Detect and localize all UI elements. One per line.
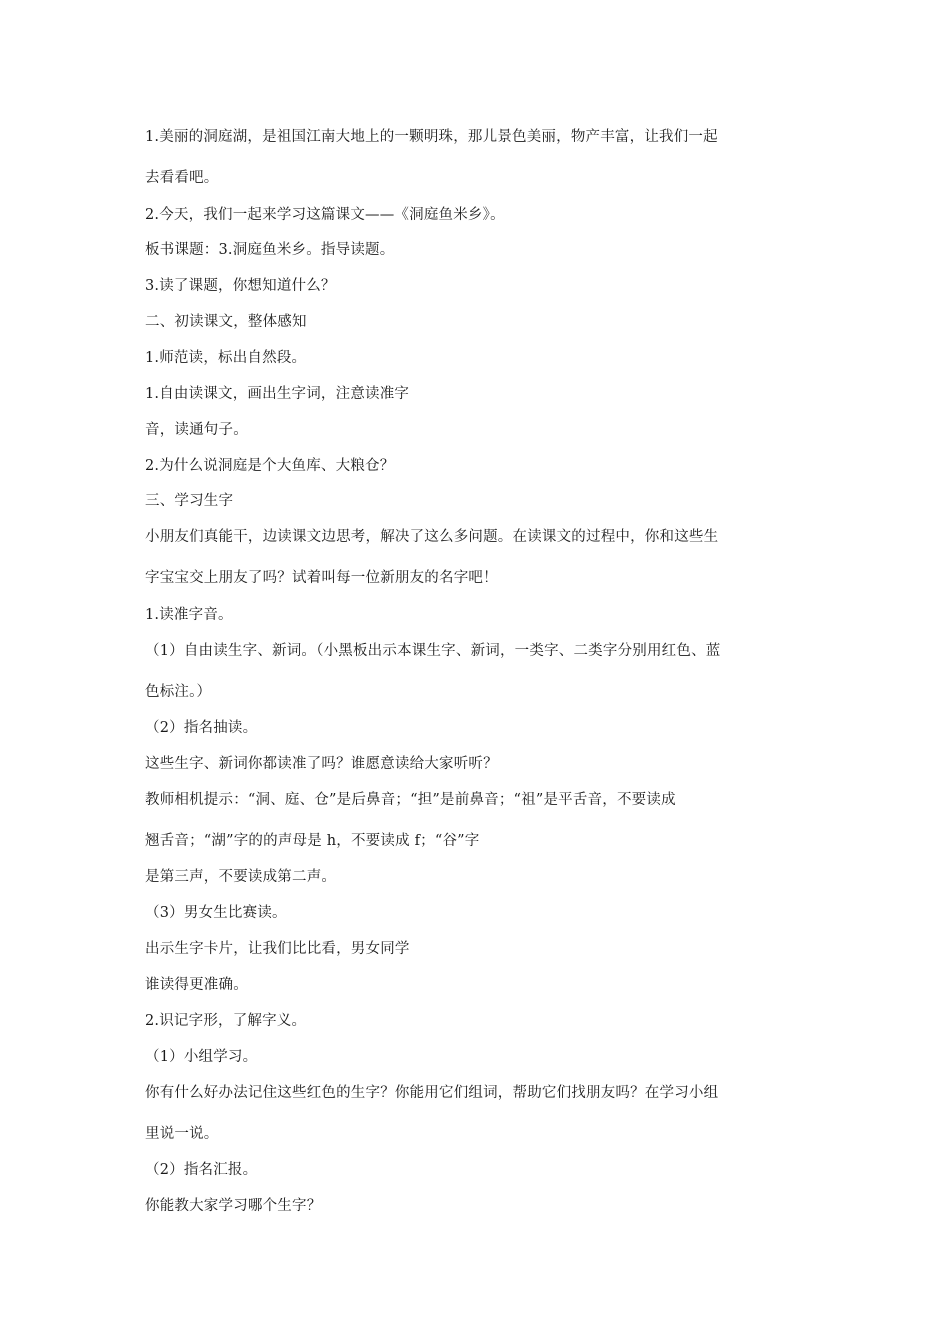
paragraph-line: 2.识记字形，了解字义。 <box>145 1013 307 1029</box>
paragraph-line: 翘舌音；“湖”字的的声母是 h，不要读成 f；“谷”字 <box>145 833 480 849</box>
paragraph-line: 色标注。） <box>145 684 212 700</box>
paragraph-line: 1.读准字音。 <box>145 607 233 623</box>
paragraph-line: 2.今天，我们一起来学习这篇课文——《洞庭鱼米乡》。 <box>145 207 505 223</box>
paragraph-line: （2）指名抽读。 <box>145 720 258 736</box>
paragraph-line: 1.师范读，标出自然段。 <box>145 350 307 366</box>
paragraph-line: 音，读通句子。 <box>145 422 248 438</box>
paragraph-line: 小朋友们真能干，边读课文边思考，解决了这么多问题。在读课文的过程中，你和这些生 <box>145 529 719 545</box>
paragraph-line: 你有什么好办法记住这些红色的生字？你能用它们组词，帮助它们找朋友吗？在学习小组 <box>145 1085 719 1101</box>
paragraph-line: 出示生字卡片，让我们比比看，男女同学 <box>145 941 410 957</box>
paragraph-line: （3）男女生比赛读。 <box>145 905 287 921</box>
paragraph-line: （2）指名汇报。 <box>145 1162 258 1178</box>
paragraph-line: 谁读得更准确。 <box>145 977 248 993</box>
paragraph-line: 板书课题：3.洞庭鱼米乡。指导读题。 <box>145 242 395 258</box>
paragraph-line: 字宝宝交上朋友了吗？试着叫每一位新朋友的名字吧！ <box>145 570 498 586</box>
section-heading: 二、初读课文，整体感知 <box>145 314 307 330</box>
paragraph-line: 1.自由读课文，画出生字词，注意读准字 <box>145 386 410 402</box>
paragraph-line: 这些生字、新词你都读准了吗？谁愿意读给大家听听？ <box>145 756 498 772</box>
paragraph-line: 1.美丽的洞庭湖，是祖国江南大地上的一颗明珠，那儿景色美丽，物产丰富，让我们一起 <box>145 129 718 145</box>
paragraph-line: 教师相机提示：“洞、庭、仓”是后鼻音；“担”是前鼻音；“祖”是平舌音，不要读成 <box>145 792 676 808</box>
paragraph-line: 你能教大家学习哪个生字？ <box>145 1198 322 1214</box>
paragraph-line: 是第三声，不要读成第二声。 <box>145 869 337 885</box>
paragraph-line: 3.读了课题，你想知道什么？ <box>145 278 336 294</box>
section-heading: 三、学习生字 <box>145 493 234 509</box>
paragraph-line: 去看看吧。 <box>145 170 219 186</box>
paragraph-line: 里说一说。 <box>145 1126 219 1142</box>
paragraph-line: 2.为什么说洞庭是个大鱼库、大粮仓？ <box>145 458 395 474</box>
paragraph-line: （1）小组学习。 <box>145 1049 258 1065</box>
paragraph-line: （1）自由读生字、新词。（小黑板出示本课生字、新词，一类字、二类字分别用红色、蓝 <box>145 643 721 659</box>
